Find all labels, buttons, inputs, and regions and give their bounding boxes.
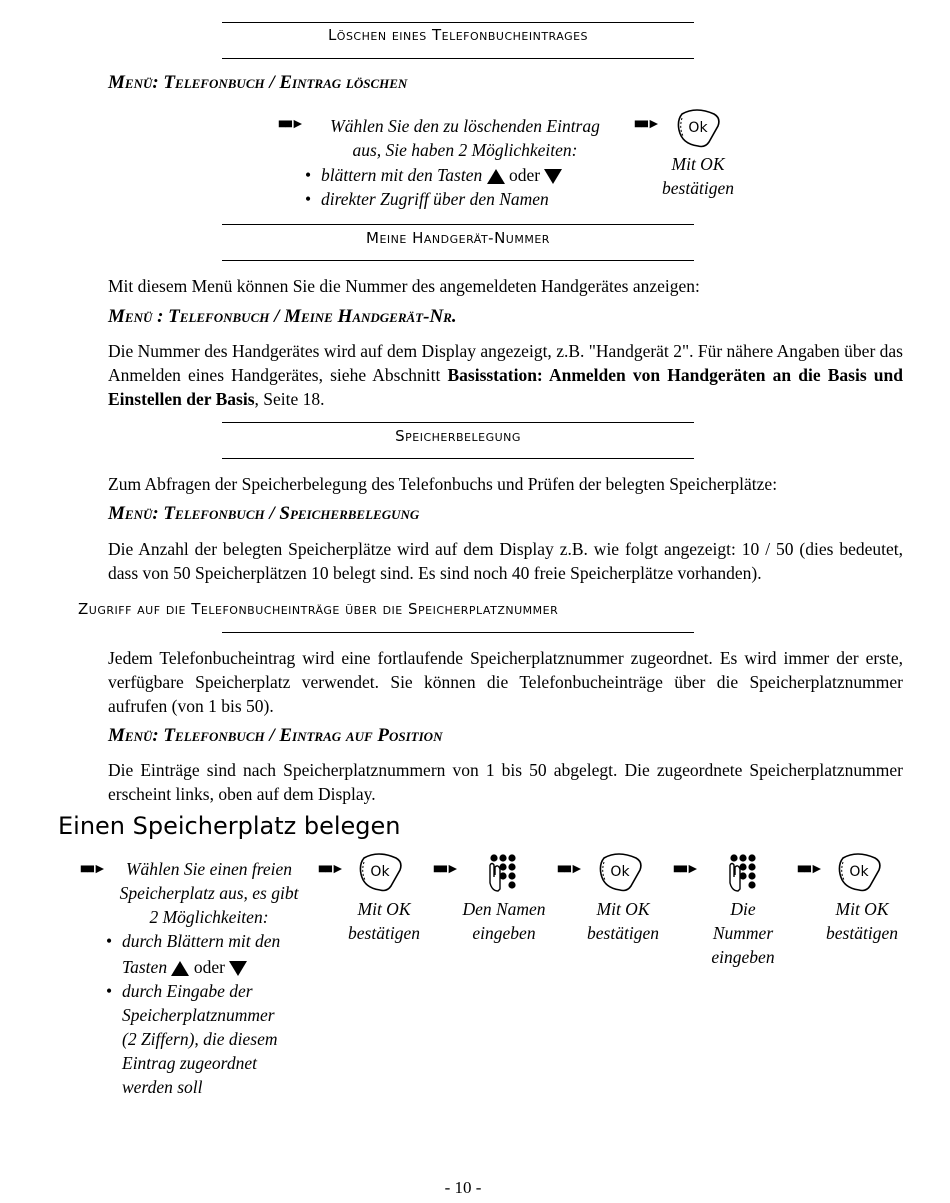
section1-rule-bottom (222, 58, 694, 59)
step-caption: Den Namen eingeben (462, 899, 546, 943)
down-arrow-icon (544, 169, 562, 184)
section4-rule-bottom (222, 632, 694, 633)
keypad-icon (726, 853, 760, 895)
section5-options (106, 929, 316, 1099)
section2-rule-top (222, 224, 694, 225)
down-arrow-icon (229, 961, 247, 976)
section1-rule-top (222, 22, 694, 23)
section2-heading: Meine Handgerät-Nummer (366, 229, 550, 247)
ok-key-label: Ok (849, 864, 869, 880)
step-arrow-icon: ■■► (797, 862, 822, 877)
section5-step-line: Speicherplatz aus, es gibt (119, 883, 299, 903)
section3-paragraph: Die Anzahl der belegten Speicherplätze wird auf dem Display z.B. wie folgt angezeigt: 10 / 50 (dies bedeutet, dass von 50 Speicherplätzen 10 belegt sind. Es sind noch 40 freie Speicherplätze vorhanden). (108, 539, 903, 583)
ok-key-icon (598, 852, 646, 896)
ok-key-icon (676, 108, 724, 152)
step-caption: Mit OK bestätigen (826, 899, 898, 943)
section2-paragraph: Die Nummer des Handgerätes wird auf dem Display angezeigt, z.B. "Handgerät 2". Für nähere Angaben über das Anmelden eines Handgerätes, siehe Abschnitt Basisstation: Anmelden von Handgeräten an die Basis und Einstellen der Basis, Seite 18. (108, 341, 903, 409)
section4-paragraph-2: Die Einträge sind nach Speicherplatznummern von 1 bis 50 abgelegt. Die zugeordnete Speicherplatznummer erscheint links, oben auf dem Display. (108, 760, 903, 804)
section1-step-line: aus, Sie haben 2 Möglichkeiten: (352, 140, 578, 160)
section1-step-line: Wählen Sie den zu löschenden Eintrag (330, 116, 600, 136)
ok-key-label: Ok (688, 120, 708, 136)
caption-line: bestätigen (662, 178, 734, 198)
section1-options (305, 163, 625, 211)
step-arrow-icon: ■■► (673, 862, 698, 877)
up-arrow-icon (487, 169, 505, 184)
step-caption: Mit OK bestätigen (348, 899, 420, 943)
section4-paragraph-1: Jedem Telefonbucheintrag wird eine fortlaufende Speicherplatznummer zugeordnet. Es wird immer der erste, verfügbare Speicherplatz verwendet. Sie können die Telefonbucheinträge über die Speicherplatznummer aufrufen (von 1 bis 50). (108, 648, 903, 716)
section1-heading: Löschen eines Telefonbucheintrages (327, 26, 589, 44)
or-word: oder (508, 165, 541, 185)
step-caption: Die Nummer eingeben (711, 899, 775, 967)
section2-menu-path: Menü : Telefonbuch / Meine Handgerät-Nr. (108, 306, 457, 327)
section5-option-2: • durch Eingabe der Speicherplatznummer (2 Ziffern), die diesem Eintrag zugeordnet werden soll (106, 979, 316, 1099)
step-arrow-icon: ■■► (318, 862, 343, 877)
step-arrow-icon: ■■► (433, 862, 458, 877)
section3-rule-bottom (222, 458, 694, 459)
section-reference-link: Basisstation: Anmelden von Handgeräten an die Basis und Einstellen der Basis (108, 365, 903, 409)
ok-key-label: Ok (610, 864, 630, 880)
page-number: - 10 - (444, 1178, 482, 1197)
up-arrow-icon (171, 961, 189, 976)
section3-intro: Zum Abfragen der Speicherbelegung des Telefonbuchs und Prüfen der belegten Speicherplätze: (108, 474, 778, 494)
step-arrow-icon: ■■► (634, 117, 659, 132)
section5-step-text (100, 857, 318, 929)
section1-step-text (300, 114, 630, 162)
section5-step-line: 2 Möglichkeiten: (149, 907, 269, 927)
step-caption: Mit OK bestätigen (587, 899, 659, 943)
step-arrow-icon: ■■► (80, 862, 105, 877)
section4-menu-path: Menü: Telefonbuch / Eintrag auf Position (108, 725, 443, 746)
section1-menu-path: Menü: Telefonbuch / Eintrag löschen (108, 72, 408, 93)
keypad-icon (486, 853, 520, 895)
section5-option-1: • durch Blättern mit den Tasten oder (106, 929, 316, 979)
section3-rule-top (222, 422, 694, 423)
section5-heading: Einen Speicherplatz belegen (58, 812, 401, 840)
section1-option-2: • direkter Zugriff über den Namen (305, 187, 625, 211)
section1-ok-caption (648, 152, 748, 200)
section3-heading: Speicherbelegung (395, 427, 521, 445)
or-word: oder (193, 957, 225, 977)
section4-heading: Zugriff auf die Telefonbucheinträge über die Speicherplatznummer (78, 600, 559, 618)
section2-rule-bottom (222, 260, 694, 261)
step-arrow-icon: ■■► (278, 117, 303, 132)
ok-key-icon (358, 852, 406, 896)
caption-line: Mit OK (671, 154, 725, 174)
step-arrow-icon: ■■► (557, 862, 582, 877)
section5-step-line: Wählen Sie einen freien (125, 859, 293, 879)
ok-key-label: Ok (370, 864, 390, 880)
section1-option-1: • blättern mit den Tasten oder (305, 163, 625, 187)
ok-key-icon (837, 852, 885, 896)
section3-menu-path: Menü: Telefonbuch / Speicherbelegung (108, 503, 420, 524)
section2-intro: Mit diesem Menü können Sie die Nummer des angemeldeten Handgerätes anzeigen: (108, 276, 700, 296)
